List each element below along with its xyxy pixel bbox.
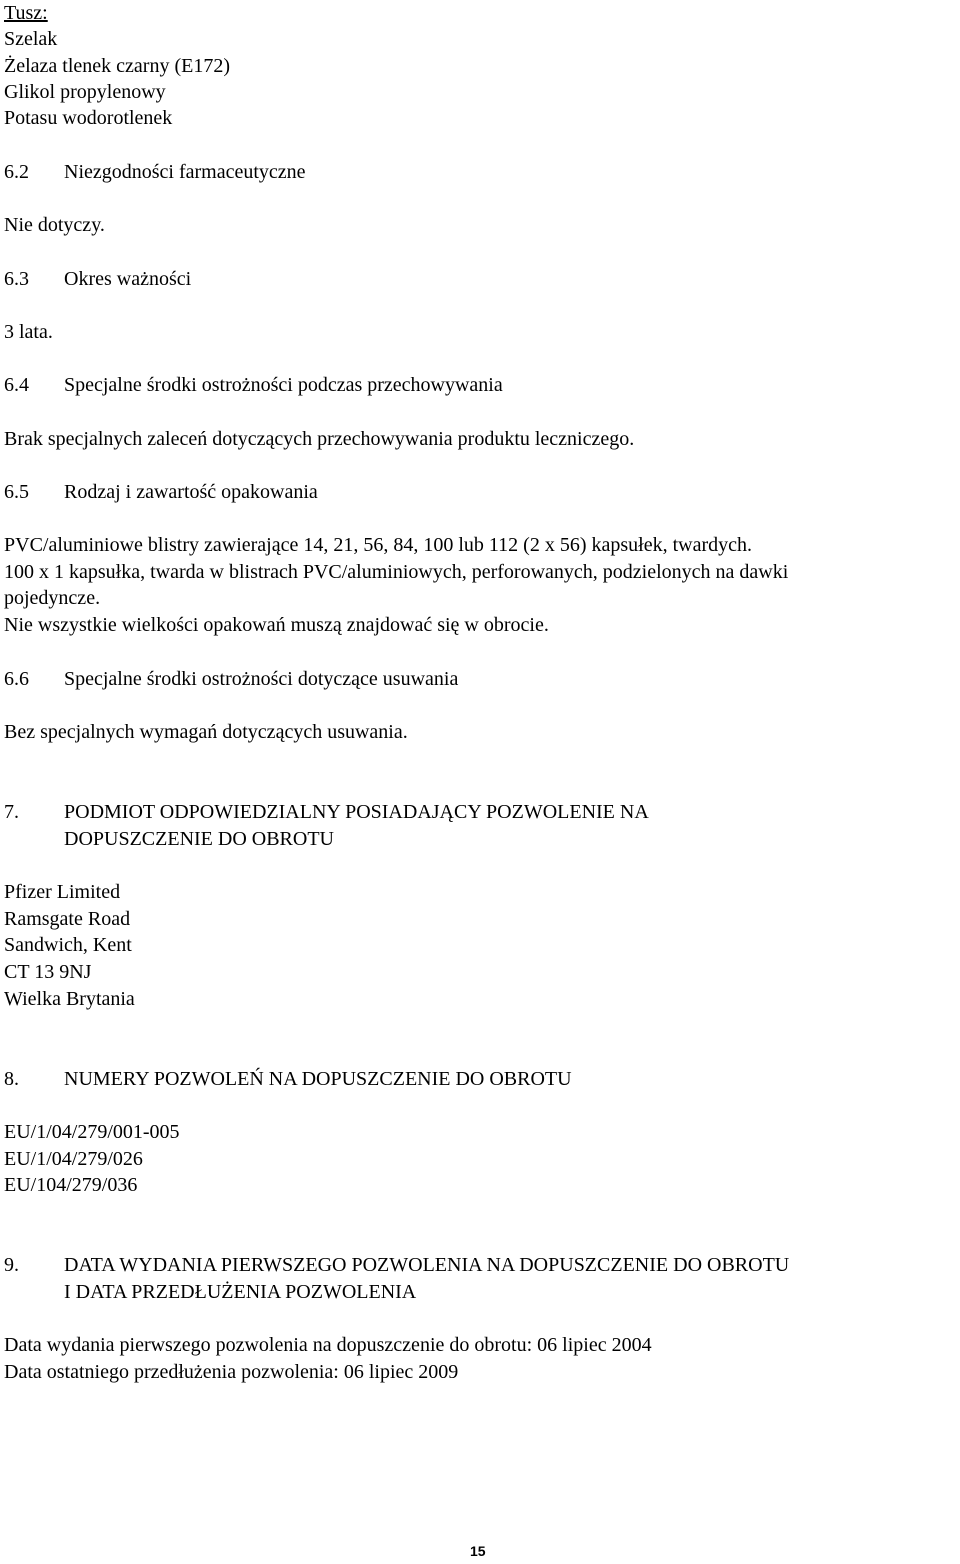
section-6-5-line: pojedyncze. <box>4 587 101 609</box>
authorisation-number: EU/1/04/279/001-005 <box>4 1121 180 1143</box>
section-6-4-heading <box>4 372 503 398</box>
ink-item: Glikol propylenowy <box>4 81 166 103</box>
ink-item: Szelak <box>4 28 58 50</box>
ink-label: Tusz: <box>4 2 48 24</box>
section-6-5-heading <box>4 479 318 505</box>
section-title: DATA WYDANIA PIERWSZEGO POZWOLENIA NA DOPUSZCZENIE DO OBROTU <box>64 1254 790 1276</box>
date-line: Data ostatniego przedłużenia pozwolenia: 06 lipiec 2009 <box>4 1361 459 1383</box>
section-6-5-line: 100 x 1 kapsułka, twarda w blistrach PVC/aluminiowych, perforowanych, podzielonych na dawki <box>4 561 789 583</box>
page-number: 15 <box>470 1543 486 1559</box>
section-6-6-body: Bez specjalnych wymagań dotyczących usuwania. <box>4 721 408 743</box>
section-6-2-heading <box>4 159 306 185</box>
section-number: 6.4 <box>4 374 29 396</box>
address-line: Sandwich, Kent <box>4 934 132 956</box>
section-7-heading-continued: DOPUSZCZENIE DO OBROTU <box>64 828 334 850</box>
section-title: Niezgodności farmaceutyczne <box>64 161 306 183</box>
section-title: Specjalne środki ostrożności podczas przechowywania <box>64 374 503 396</box>
section-title: Okres ważności <box>64 268 192 290</box>
section-number: 6.6 <box>4 668 29 690</box>
address-line: Pfizer Limited <box>4 881 121 903</box>
section-title: PODMIOT ODPOWIEDZIALNY POSIADAJĄCY POZWOLENIE NA <box>64 801 649 823</box>
section-9-heading <box>4 1252 789 1278</box>
section-number: 8. <box>4 1068 19 1090</box>
address-line: Wielka Brytania <box>4 988 135 1010</box>
section-6-6-heading <box>4 666 458 692</box>
authorisation-number: EU/104/279/036 <box>4 1174 138 1196</box>
section-title: Rodzaj i zawartość opakowania <box>64 481 318 503</box>
section-title: Specjalne środki ostrożności dotyczące usuwania <box>64 668 459 690</box>
section-6-3-body: 3 lata. <box>4 321 53 343</box>
date-line: Data wydania pierwszego pozwolenia na dopuszczenie do obrotu: 06 lipiec 2004 <box>4 1334 652 1356</box>
section-number: 7. <box>4 801 19 823</box>
section-6-2-body: Nie dotyczy. <box>4 214 105 236</box>
address-line: CT 13 9NJ <box>4 961 92 983</box>
section-6-5-line: Nie wszystkie wielkości opakowań muszą znajdować się w obrocie. <box>4 614 549 636</box>
section-number: 6.5 <box>4 481 29 503</box>
section-9-heading-continued: I DATA PRZEDŁUŻENIA POZWOLENIA <box>64 1281 417 1303</box>
authorisation-number: EU/1/04/279/026 <box>4 1148 143 1170</box>
section-6-4-body: Brak specjalnych zaleceń dotyczących przechowywania produktu leczniczego. <box>4 428 635 450</box>
section-number: 9. <box>4 1254 19 1276</box>
section-6-3-heading <box>4 266 191 292</box>
section-title: NUMERY POZWOLEŃ NA DOPUSZCZENIE DO OBROTU <box>64 1068 572 1090</box>
section-number: 6.3 <box>4 268 29 290</box>
ink-item: Żelaza tlenek czarny (E172) <box>4 55 230 77</box>
section-6-5-line: PVC/aluminiowe blistry zawierające 14, 21, 56, 84, 100 lub 112 (2 x 56) kapsułek, twardych. <box>4 534 752 556</box>
ink-item: Potasu wodorotlenek <box>4 107 173 129</box>
section-7-heading <box>4 799 649 825</box>
section-8-heading <box>4 1066 572 1092</box>
section-number: 6.2 <box>4 161 29 183</box>
address-line: Ramsgate Road <box>4 908 131 930</box>
